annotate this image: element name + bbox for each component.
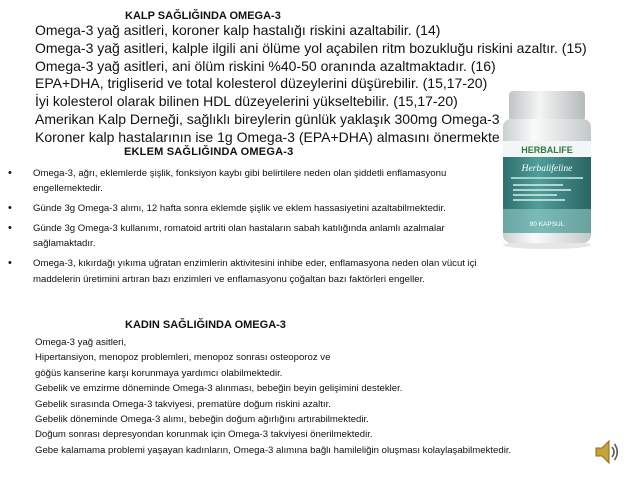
product-name-text: Herbalifeline	[521, 164, 573, 174]
list-item	[8, 201, 478, 216]
speaker-icon[interactable]	[594, 438, 620, 466]
kadin-line: Gebelik sırasında Omega-3 takviyesi, prematüre doğum riskini azaltır.	[35, 398, 331, 410]
kadin-line: Hipertansiyon, menopoz problemleri, menopoz sonrası osteoporoz ve	[35, 352, 331, 364]
bullet-icon: •	[8, 167, 12, 179]
kadin-line: Omega-3 yağ asitleri,	[35, 337, 127, 348]
kalp-line: Omega-3 yağ asitleri, kalple ilgili ani ölüme yol açabilen ritm bozukluğu riskini azaltır. (15)	[35, 39, 587, 56]
bullet-icon: •	[8, 222, 12, 235]
bullet-text: Günde 3g Omega-3 alımı, 12 hafta sonra eklemde şişlik ve eklem hassasiyetini azaltabilmektedir.	[33, 203, 446, 215]
eklem-heading: EKLEM SAĞLIĞINDA OMEGA-3	[124, 146, 294, 158]
kalp-line: İyi kolesterol olarak bilinen HDL düzeyelerini yükseltebilir. (15,17-20)	[35, 93, 458, 110]
kadin-line: Gebelik ve emzirme döneminde Omega-3 alınması, bebeğin beyin gelişimini destekler.	[35, 383, 403, 395]
kadin-line: Doğum sonrası depresyondan korunmak için Omega-3 takviyesi önerilmektedir.	[35, 429, 373, 441]
kalp-line: EPA+DHA, trigliserid ve total kolesterol düzeylerini düşürebilir. (15,17-20)	[35, 75, 488, 92]
label-text-line	[513, 184, 563, 186]
capsule-count-text: 90 KAPSUL	[529, 221, 565, 228]
list-item	[8, 221, 478, 251]
kalp-line: Omega-3 yağ asitleri, ani ölüm riskini %40-50 oranında azaltmaktadır. (16)	[35, 57, 496, 74]
bullet-icon: •	[8, 257, 12, 270]
kadin-list	[35, 335, 511, 458]
label-text-line	[513, 189, 571, 191]
list-item	[8, 256, 478, 286]
bullet-icon: •	[8, 202, 12, 215]
kadin-line: Gebelik döneminde Omega-3 alımı, bebeğin doğum ağırlığını artırabilmektedir.	[35, 414, 369, 426]
product-bottle-image	[491, 89, 603, 249]
label-text-line	[513, 194, 557, 196]
kalp-list	[35, 22, 587, 129]
label-divider	[511, 177, 583, 179]
kalp-line: Amerikan Kalp Derneği, sağlıklı bireylerin günlük yaklaşık 300mg Omega-3	[35, 110, 500, 127]
kadin-line: göğüs kanserine karşı korunmaya yardımcı olabilmektedir.	[35, 367, 283, 379]
bullet-text: Günde 3g Omega-3 kullanımı, romatoid artriti olan hastaların sabah katılığında anlamlı azalmalar sağlamaktadır.	[33, 223, 445, 250]
brand-text: HERBALIFE	[521, 145, 573, 155]
bullet-text: Omega-3, ağrı, eklemlerde şişlik, fonksiyon kaybı gibi belirtilere neden olan şiddetli enflamasyonu engellemektedir.	[33, 168, 447, 195]
kadin-heading: KADIN SAĞLIĞINDA OMEGA-3	[125, 319, 286, 331]
kalp-heading: KALP SAĞLIĞINDA OMEGA-3	[125, 10, 281, 22]
kadin-line: Gebe kalamama problemi yaşayan kadınların, Omega-3 alımına bağlı hamileliğin oluşması kolaylaşabilmektedir.	[35, 444, 512, 456]
kalp-line: Omega-3 yağ asitleri, koroner kalp hastalığı riskini azaltabilir. (14)	[35, 22, 441, 38]
list-item	[8, 166, 478, 196]
label-text-line	[513, 199, 565, 201]
sound-wave	[615, 444, 618, 460]
eklem-list	[8, 166, 478, 292]
sound-wave	[612, 447, 614, 457]
bottle-cap	[509, 91, 585, 121]
kalp-line-last: Koroner kalp hastalarının ise 1g Omega-3 (EPA+DHA) almasını önermekte	[35, 128, 500, 145]
speaker-body	[596, 441, 609, 463]
bullet-text: Omega-3, kıkırdağı yıkıma uğratan enzimlerin aktivitesini inhibe eder, enflamasyona neden olan vücut içi maddelerin üretimini artıran bazı enzimleri ve enflamasyonu çoğaltan bazı faktörleri engeller.	[33, 258, 477, 285]
